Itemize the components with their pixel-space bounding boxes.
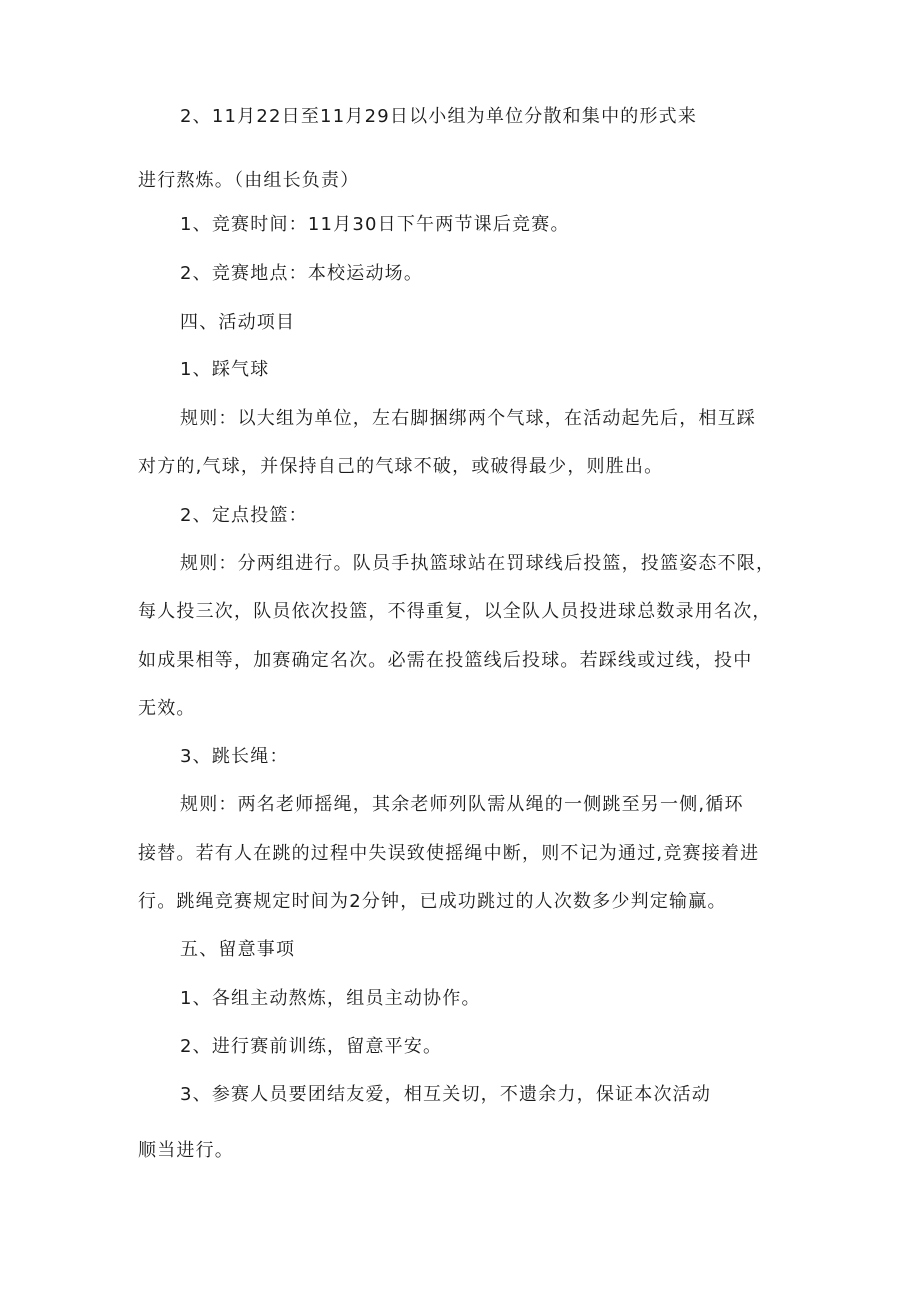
text-line: 接替。若有人在跳的过程中失误致使摇绳中断，则不记为通过,竞赛接着进 [138, 843, 760, 864]
text-line: 顺当进行。 [138, 1140, 234, 1161]
text-line: 对方的,气球，并保持自己的气球不破，或破得最少，则胜出。 [138, 456, 664, 477]
section-heading: 四、活动项目 [180, 312, 296, 333]
text-line: 1、各组主动熬炼，组员主动协作。 [180, 988, 481, 1009]
text-line: 3、参赛人员要团结友爱，相互关切，不遗余力，保证本次活动 [180, 1084, 712, 1105]
text-line: 规则：两名老师摇绳，其余老师列队需从绳的一侧跳至另一侧,循环 [180, 794, 744, 815]
text-line: 规则：分两组进行。队员手执篮球站在罚球线后投篮，投篮姿态不限， [180, 553, 776, 574]
text-line: 行。跳绳竞赛规定时间为2分钟，已成功跳过的人次数多少判定输赢。 [138, 891, 727, 912]
subsection-heading: 2、定点投篮： [180, 505, 308, 526]
text-line: 无效。 [138, 698, 196, 719]
subsection-heading: 3、跳长绳： [180, 746, 289, 767]
text-line: 1、竞赛时间：11月30日下午两节课后竞赛。 [180, 214, 570, 235]
text-line: 每人投三次，队员依次投篮，不得重复，以全队人员投进球总数录用名次， [138, 601, 772, 622]
text-line: 规则：以大组为单位，左右脚捆绑两个气球，在活动起先后，相互踩 [180, 408, 756, 429]
subsection-heading: 1、踩气球 [180, 359, 270, 380]
text-line: 进行熬炼。（由组长负责） [138, 170, 360, 191]
text-line: 2、进行赛前训练，留意平安。 [180, 1036, 443, 1057]
text-line: 如成果相等，加赛确定名次。必需在投篮线后投球。若踩线或过线，投中 [138, 650, 753, 671]
text-line: 2、11月22日至11月29日以小组为单位分散和集中的形式来 [180, 106, 698, 127]
section-heading: 五、留意事项 [180, 939, 296, 960]
text-line: 2、竞赛地点：本校运动场。 [180, 263, 424, 284]
